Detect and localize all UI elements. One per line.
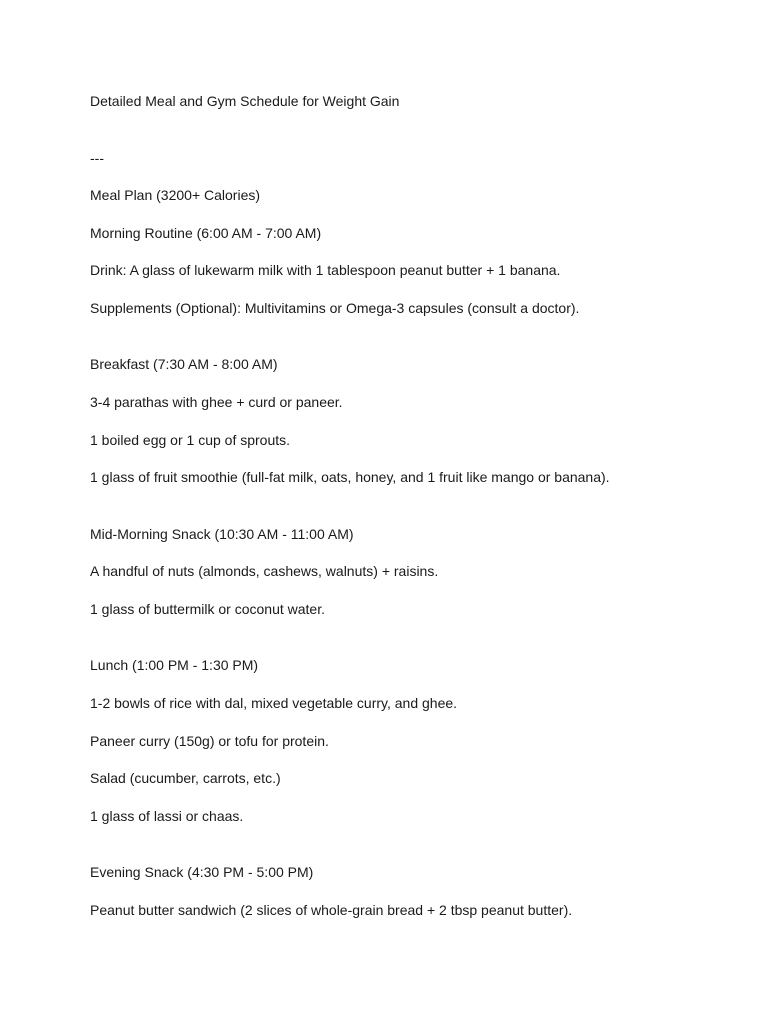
list-item: 1 glass of fruit smoothie (full-fat milk, oats, honey, and 1 fruit like mango or banana). <box>90 469 610 485</box>
evening-snack-heading: Evening Snack (4:30 PM - 5:00 PM) <box>90 864 314 880</box>
list-item: Salad (cucumber, carrots, etc.) <box>90 770 281 786</box>
list-item: A handful of nuts (almonds, cashews, walnuts) + raisins. <box>90 563 439 579</box>
list-item: Paneer curry (150g) or tofu for protein. <box>90 733 329 749</box>
morning-routine-heading: Morning Routine (6:00 AM - 7:00 AM) <box>90 225 322 241</box>
breakfast-heading: Breakfast (7:30 AM - 8:00 AM) <box>90 356 278 372</box>
document-title: Detailed Meal and Gym Schedule for Weight Gain <box>90 93 400 109</box>
list-item: 1 boiled egg or 1 cup of sprouts. <box>90 432 291 448</box>
list-item: 1 glass of lassi or chaas. <box>90 808 244 824</box>
list-item: Supplements (Optional): Multivitamins or Omega-3 capsules (consult a doctor). <box>90 300 580 316</box>
list-item: 1 glass of buttermilk or coconut water. <box>90 601 325 617</box>
list-item: 3-4 parathas with ghee + curd or paneer. <box>90 394 343 410</box>
lunch-heading: Lunch (1:00 PM - 1:30 PM) <box>90 657 259 673</box>
mid-morning-snack-heading: Mid-Morning Snack (10:30 AM - 11:00 AM) <box>90 526 354 542</box>
list-item: 1-2 bowls of rice with dal, mixed vegetable curry, and ghee. <box>90 695 458 711</box>
list-item: Peanut butter sandwich (2 slices of whole-grain bread + 2 tbsp peanut butter). <box>90 902 573 918</box>
list-item: Drink: A glass of lukewarm milk with 1 tablespoon peanut butter + 1 banana. <box>90 262 561 278</box>
section-separator: --- <box>90 150 104 166</box>
meal-plan-heading: Meal Plan (3200+ Calories) <box>90 187 261 203</box>
